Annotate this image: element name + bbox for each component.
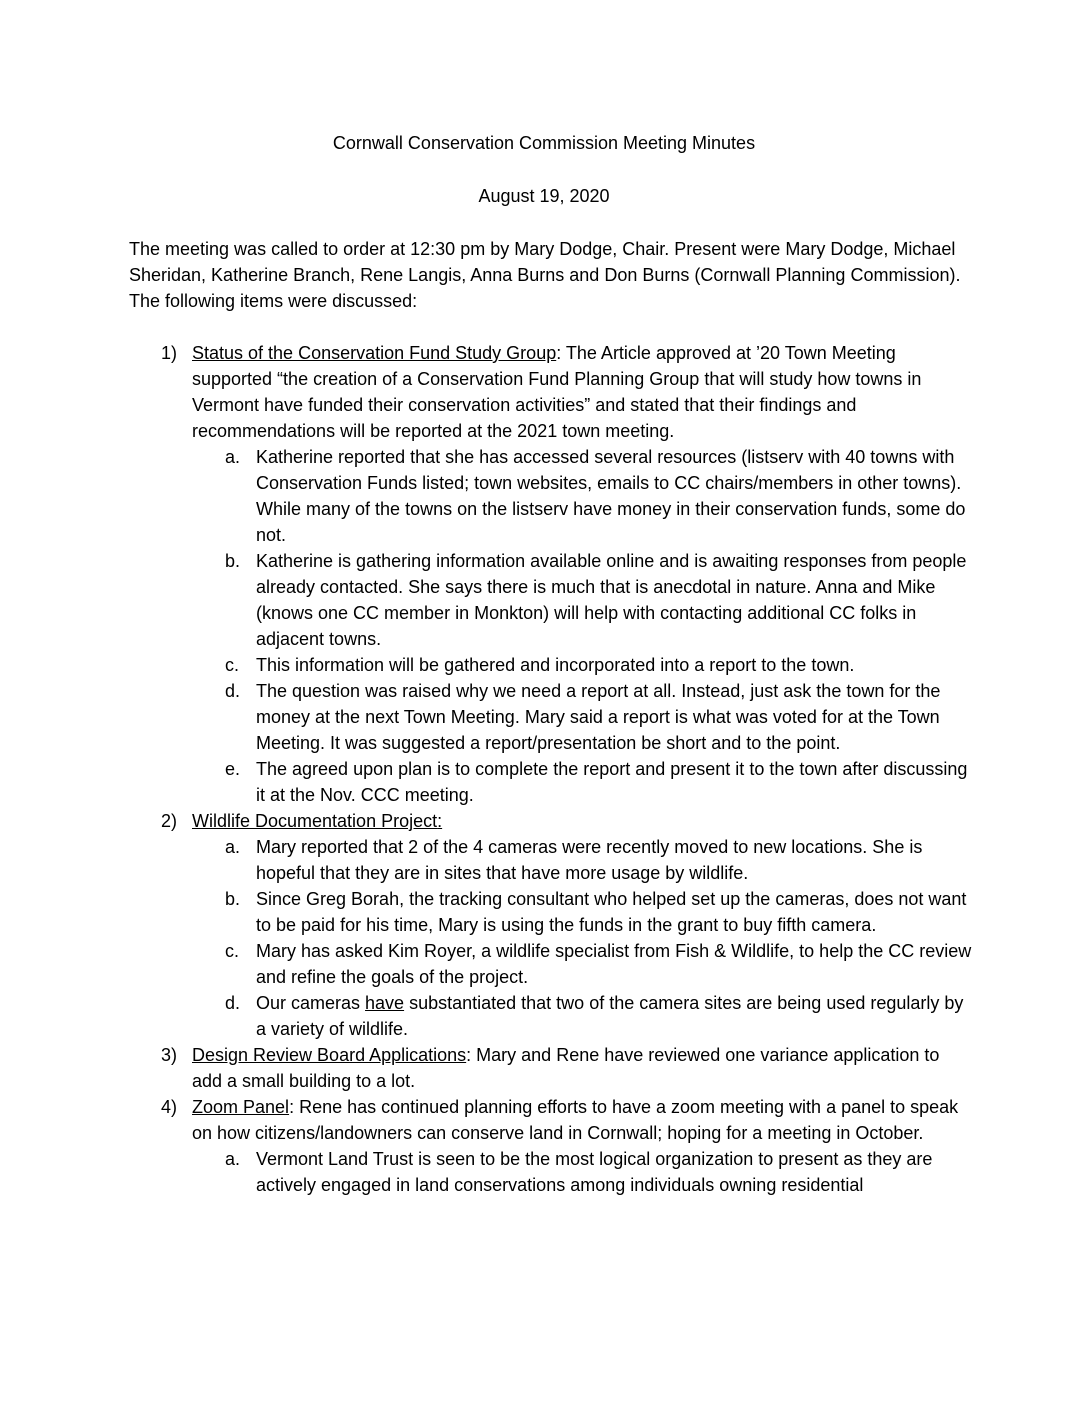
item-text: : Mary and Rene have reviewed one variance application to add a small building to a lot. <box>192 1045 940 1091</box>
sub-letter: b. <box>225 551 241 571</box>
sub-text: Mary reported that 2 of the 4 cameras were recently moved to new locations. She is hopeful that they are in sites that have more usage by wildlife. <box>256 837 923 883</box>
sub-item <box>192 444 972 548</box>
sub-text-underlined: have <box>365 993 405 1013</box>
sub-list <box>192 444 972 808</box>
item-heading: Zoom Panel <box>192 1097 290 1117</box>
sub-text: The agreed upon plan is to complete the report and present it to the town after discussing it at the Nov. CCC meeting. <box>256 759 968 805</box>
sub-text: Since Greg Borah, the tracking consultant who helped set up the cameras, does not want to be paid for his time, Mary is using the funds in the grant to buy fifth camera. <box>256 889 967 935</box>
sub-text-after: substantiated that two of the camera sites are being used regularly by a variety of wildlife. <box>256 993 964 1039</box>
intro-paragraph: The meeting was called to order at 12:30 pm by Mary Dodge, Chair. Present were Mary Dodge, Michael Sheridan, Katherine Branch, Rene Langis, Anna Burns and Don Burns (Cornwall Planning Commission). The following items were discussed: <box>129 239 961 311</box>
item-heading-punct: : <box>556 343 562 363</box>
sub-item <box>192 652 972 678</box>
sub-item <box>192 938 972 990</box>
sub-item <box>192 678 972 756</box>
sub-item <box>192 990 972 1042</box>
meeting-date: August 19, 2020 <box>478 186 610 206</box>
sub-letter: b. <box>225 889 241 909</box>
sub-item <box>192 548 972 652</box>
item-heading: Status of the Conservation Fund Study Group <box>192 343 557 363</box>
sub-text: This information will be gathered and incorporated into a report to the town. <box>256 655 855 675</box>
sub-item <box>192 834 972 886</box>
item-number: 2) <box>161 811 178 831</box>
item-heading: Design Review Board Applications <box>192 1045 467 1065</box>
agenda-list <box>0 340 1088 1198</box>
item-text: : Rene has continued planning efforts to have a zoom meeting with a panel to speak on how citizens/landowners can conserve land in Cornwall; hoping for a meeting in October. <box>192 1097 959 1143</box>
sub-letter: d. <box>225 681 241 701</box>
sub-letter: a. <box>225 837 241 857</box>
sub-text: Vermont Land Trust is seen to be the most logical organization to present as they are actively engaged in land conservations among individuals owning residential <box>256 1149 933 1195</box>
item-heading-punct: : <box>437 811 443 831</box>
sub-letter: a. <box>225 1149 241 1169</box>
sub-text: Mary has asked Kim Royer, a wildlife specialist from Fish & Wildlife, to help the CC review and refine the goals of the project. <box>256 941 972 987</box>
sub-text-before: Our cameras <box>256 993 366 1013</box>
sub-letter: a. <box>225 447 241 467</box>
agenda-item <box>0 1094 972 1198</box>
agenda-item <box>0 1042 972 1094</box>
agenda-item <box>0 808 972 1042</box>
sub-item <box>192 1146 972 1198</box>
sub-letter: d. <box>225 993 241 1013</box>
item-text: The Article approved at ’20 Town Meeting supported “the creation of a Conservation Fund Planning Group that will study how towns in Vermont have funded their conservation activities” and stated that their findings and recommendations will be reported at the 2021 town meeting. <box>192 343 922 441</box>
item-number: 3) <box>161 1045 178 1065</box>
sub-text: Katherine is gathering information available online and is awaiting responses from people already contacted. She says there is much that is anecdotal in nature. Anna and Mike (knows one CC member in Monkton) will help with contacting additional CC folks in adjacent towns. <box>256 551 967 649</box>
item-number: 4) <box>161 1097 178 1117</box>
sub-text: Katherine reported that she has accessed several resources (listserv with 40 towns with Conservation Funds listed; town websites, emails to CC chairs/members in other towns). While many of the towns on the listserv have money in their conservation funds, some do not. <box>256 447 966 545</box>
item-heading: Wildlife Documentation Project <box>192 811 438 831</box>
sub-item <box>192 756 972 808</box>
sub-letter: e. <box>225 759 241 779</box>
sub-list <box>192 834 972 1042</box>
sub-letter: c. <box>225 941 240 961</box>
sub-text: The question was raised why we need a report at all. Instead, just ask the town for the money at the next Town Meeting. Mary said a report is what was voted for at the Town Meeting. It was suggested a report/presentation be short and to the point. <box>256 681 941 753</box>
item-number: 1) <box>161 343 178 363</box>
sub-letter: c. <box>225 655 240 675</box>
agenda-item <box>0 340 972 808</box>
sub-item <box>192 886 972 938</box>
sub-list <box>192 1146 972 1198</box>
document-title: Cornwall Conservation Commission Meeting Minutes <box>332 133 756 153</box>
